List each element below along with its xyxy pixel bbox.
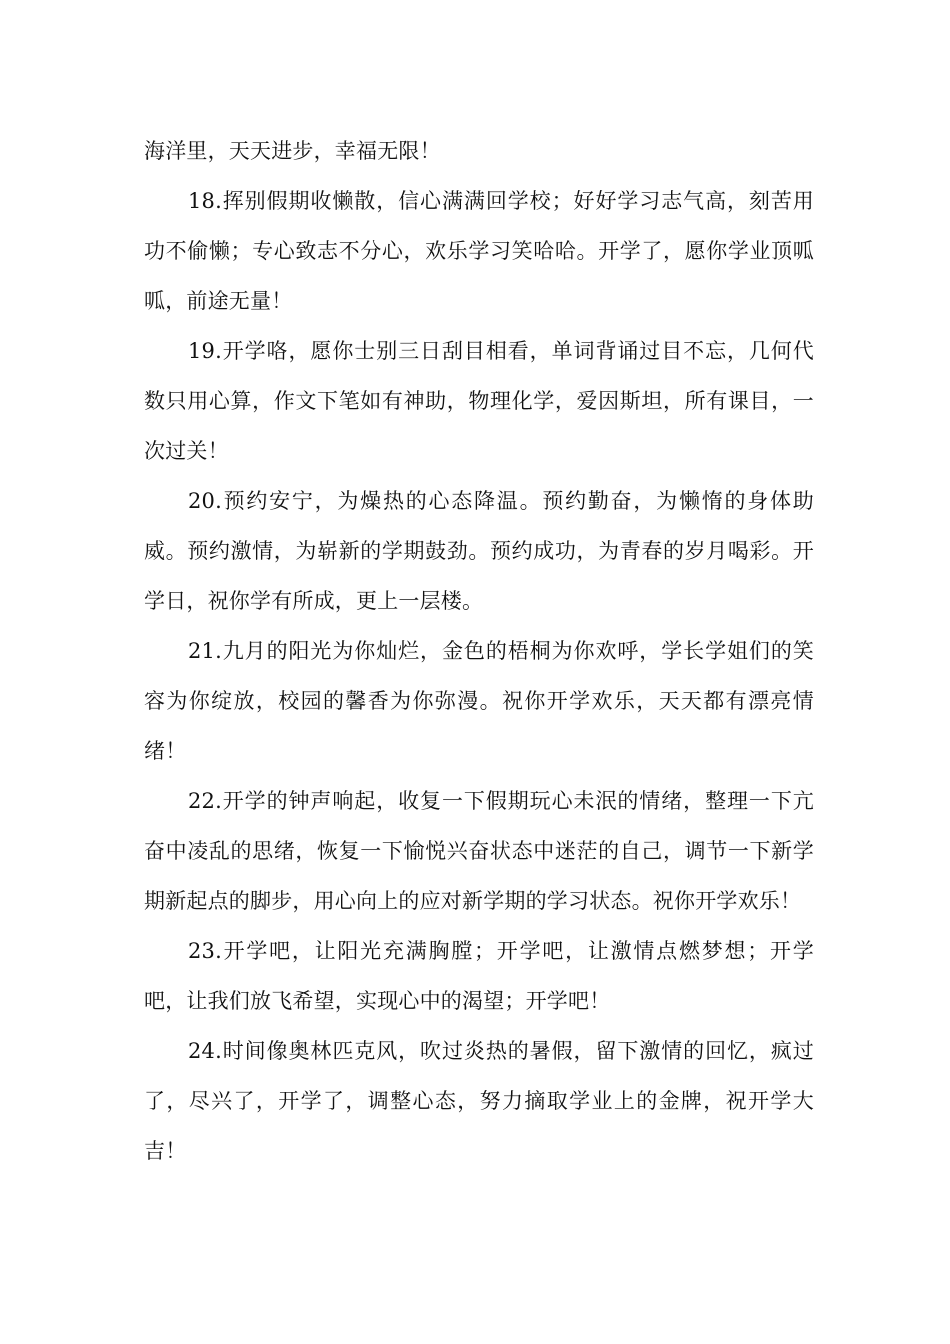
paragraph-22: 22.开学的钟声响起，收复一下假期玩心未泯的情绪，整理一下亢奋中凌乱的思绪，恢复一下愉悦兴奋状态中迷茫的自己，调节一下新学期新起点的脚步，用心向上的应对新学期的学习状态。祝你开学欢乐！ [144, 789, 814, 913]
paragraph-23: 23.开学吧，让阳光充满胸膛；开学吧，让激情点燃梦想；开学吧，让我们放飞希望，实现心中的渴望；开学吧！ [144, 939, 814, 1013]
paragraph-19: 19.开学咯，愿你士别三日刮目相看，单词背诵过目不忘，几何代数只用心算，作文下笔如有神助，物理化学，爱因斯坦，所有课目，一次过关！ [144, 339, 814, 463]
paragraph-continuation: 海洋里，天天进步，幸福无限！ [144, 139, 441, 163]
paragraph-24: 24.时间像奥林匹克风，吹过炎热的暑假，留下激情的回忆，疯过了，尽兴了，开学了，调整心态，努力摘取学业上的金牌，祝开学大吉！ [144, 1039, 814, 1163]
paragraph-18: 18.挥别假期收懒散，信心满满回学校；好好学习志气高，刻苦用功不偷懒；专心致志不分心，欢乐学习笑哈哈。开学了，愿你学业顶呱呱，前途无量！ [144, 189, 814, 313]
document-body [144, 126, 814, 1176]
paragraph-21: 21.九月的阳光为你灿烂，金色的梧桐为你欢呼，学长学姐们的笑容为你绽放，校园的馨香为你弥漫。祝你开学欢乐，天天都有漂亮情绪！ [144, 639, 814, 763]
paragraph-20: 20.预约安宁，为燥热的心态降温。预约勤奋，为懒惰的身体助威。预约激情，为崭新的学期鼓劲。预约成功，为青春的岁月喝彩。开学日，祝你学有所成，更上一层楼。 [144, 489, 814, 613]
